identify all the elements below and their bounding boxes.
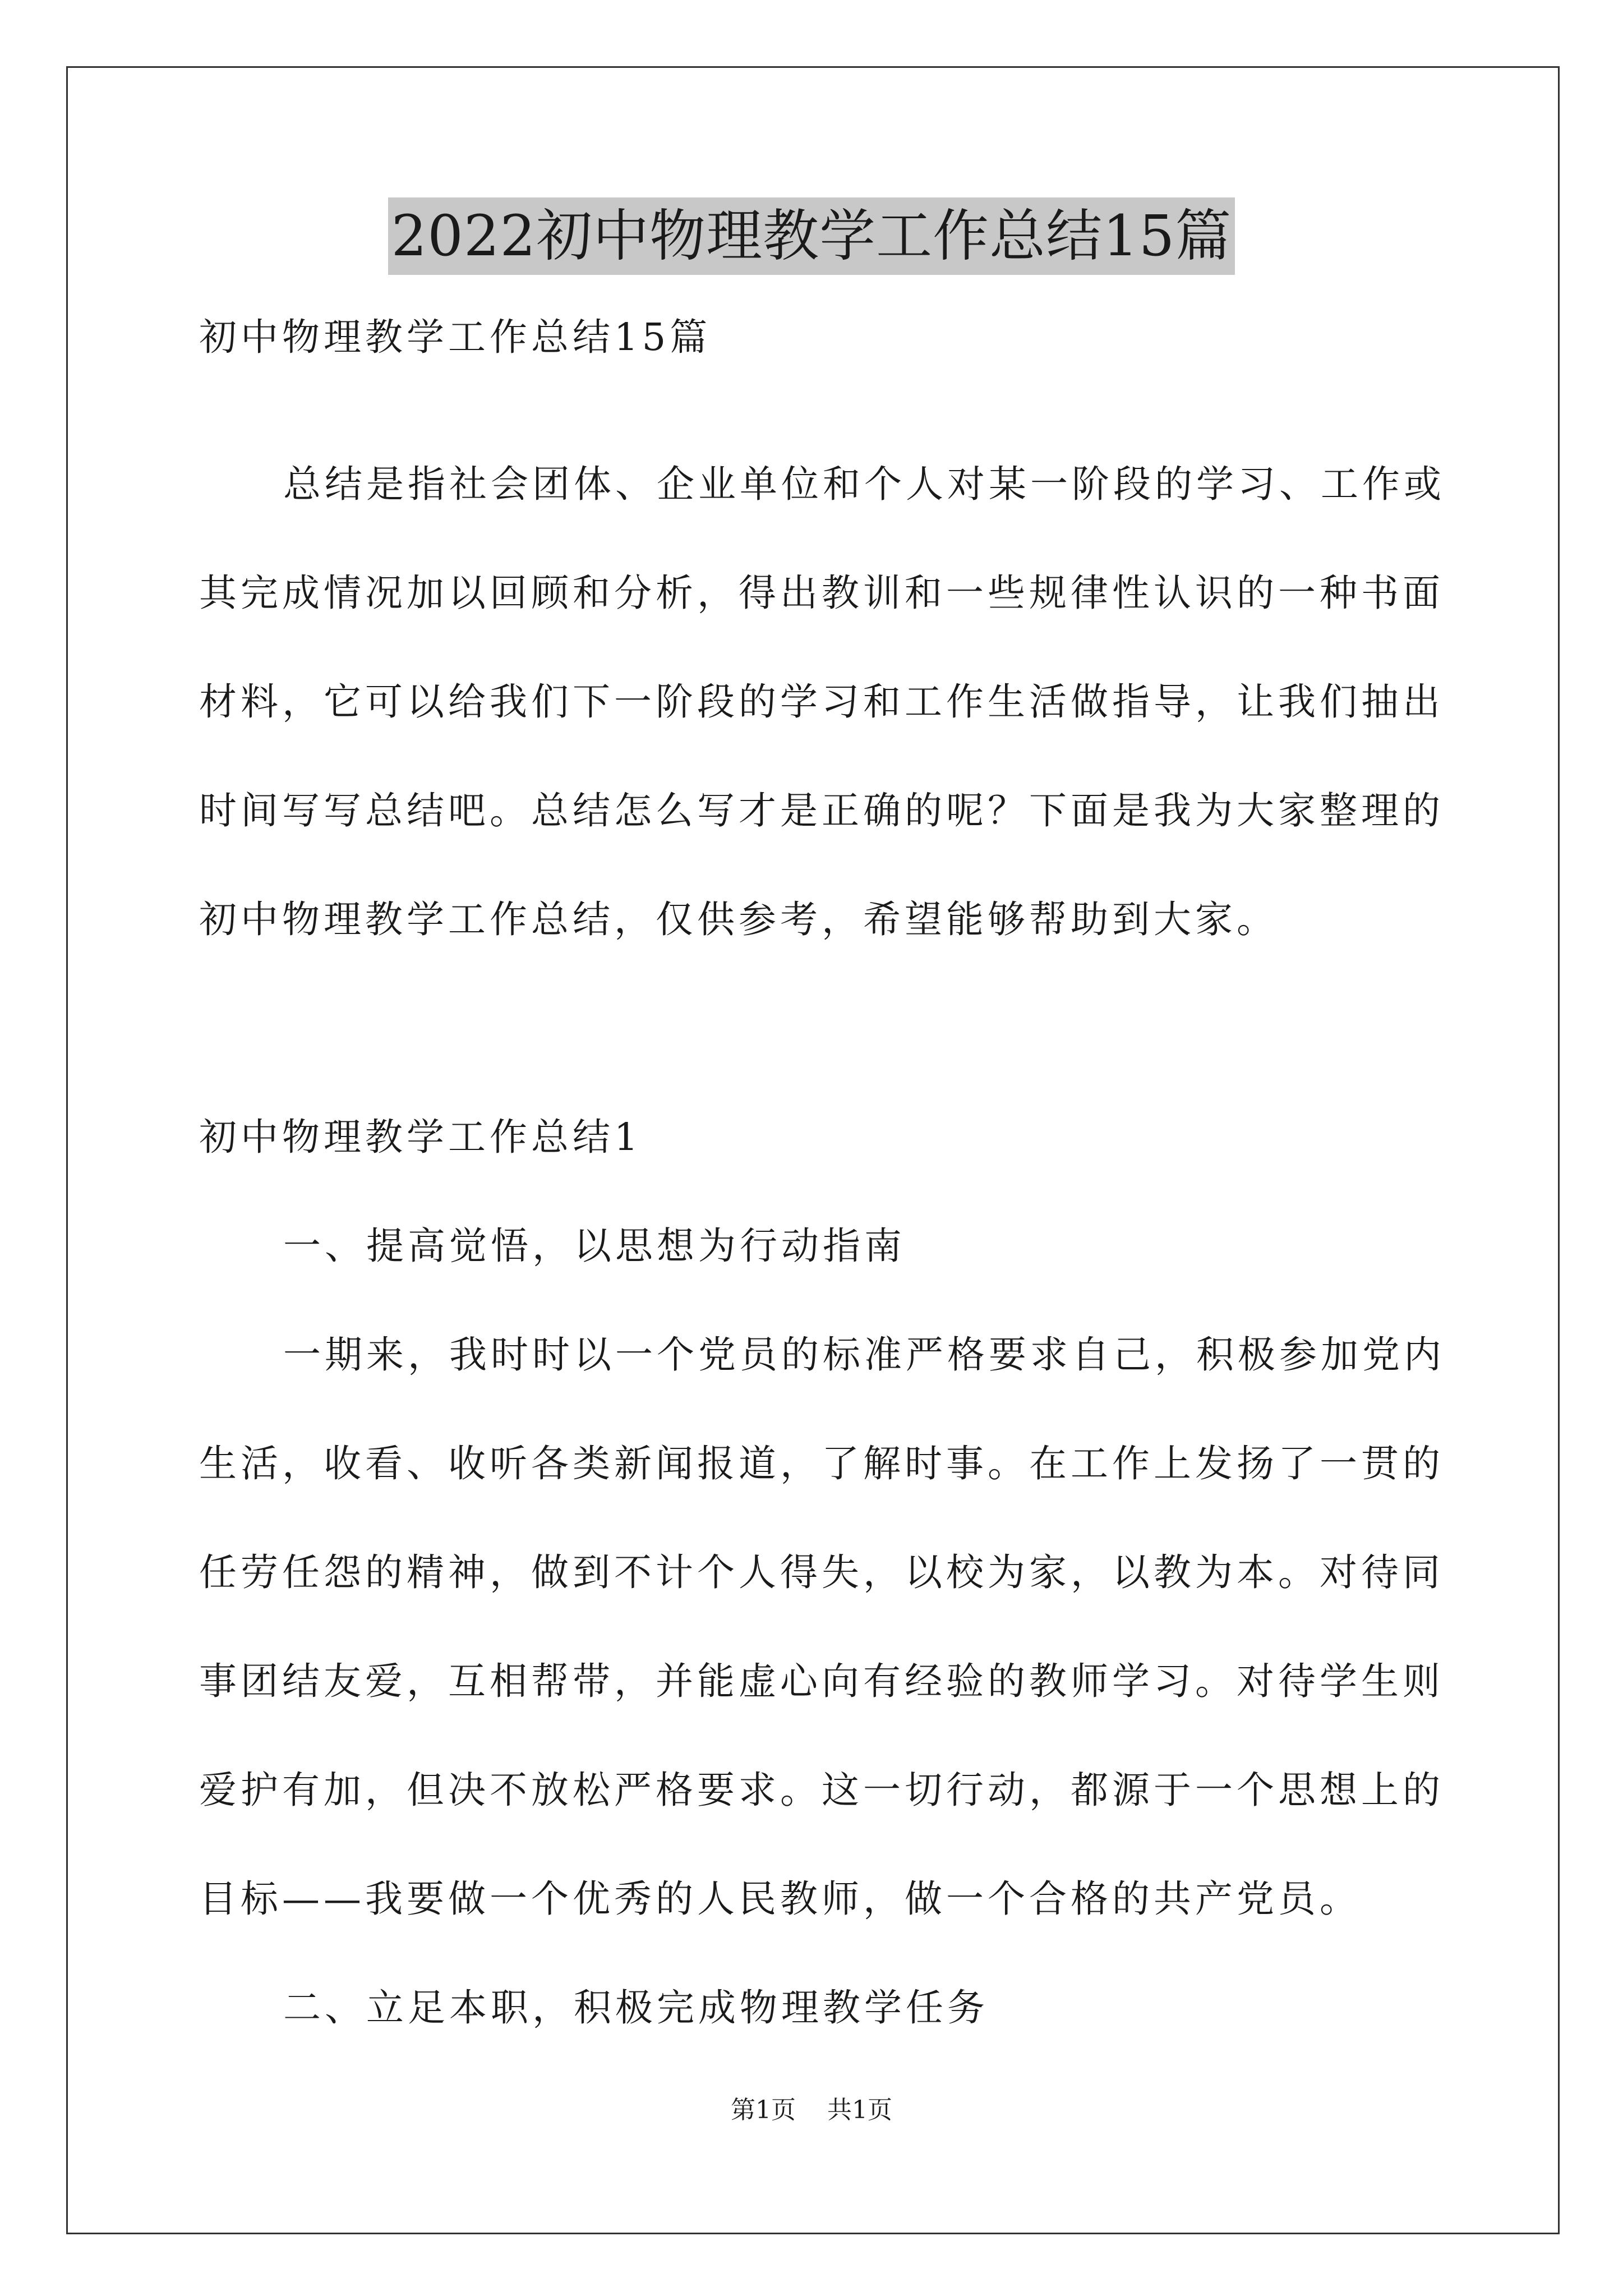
paragraph-line: 材料，它可以给我们下一阶段的学习和工作生活做指导，让我们抽出 (199, 680, 1444, 724)
paragraph-line: 生活，收看、收听各类新闻报道，了解时事。在工作上发扬了一贯的 (199, 1442, 1444, 1485)
paragraph-line: 事团结友爱，互相帮带，并能虚心向有经验的教师学习。对待学生则 (199, 1659, 1444, 1703)
section-heading: 初中物理教学工作总结1 (199, 1115, 642, 1159)
paragraph-line: 其完成情况加以回顾和分析，得出教训和一些规律性认识的一种书面 (199, 571, 1444, 615)
paragraph-line: 任劳任怨的精神，做到不计个人得失，以校为家，以教为本。对待同 (199, 1550, 1444, 1594)
page-footer (0, 2093, 1623, 2127)
paragraph-line: 目标——我要做一个优秀的人民教师，做一个合格的共产党员。 (199, 1877, 1361, 1921)
page-number-total: 共1页 (827, 2096, 892, 2124)
paragraph-line: 初中物理教学工作总结，仅供参考，希望能够帮助到大家。 (199, 898, 1278, 941)
paragraph-line: 一期来，我时时以一个党员的标准严格要求自己，积极参加党内 (283, 1333, 1445, 1377)
paragraph-line: 总结是指社会团体、企业单位和个人对某一阶段的学习、工作或 (283, 462, 1445, 506)
title-container (0, 197, 1623, 275)
subsection-heading: 二、立足本职，积极完成物理教学任务 (283, 1986, 989, 2030)
paragraph-line: 爱护有加，但决不放松严格要求。这一切行动，都源于一个思想上的 (199, 1768, 1444, 1812)
document-title: 2022初中物理教学工作总结15篇 (388, 197, 1235, 275)
page-number-current: 第1页 (731, 2096, 796, 2124)
subtitle-line: 初中物理教学工作总结15篇 (199, 315, 712, 359)
paragraph-line: 时间写写总结吧。总结怎么写才是正确的呢？下面是我为大家整理的 (199, 789, 1444, 832)
subsection-heading: 一、提高觉悟，以思想为行动指南 (283, 1224, 906, 1268)
